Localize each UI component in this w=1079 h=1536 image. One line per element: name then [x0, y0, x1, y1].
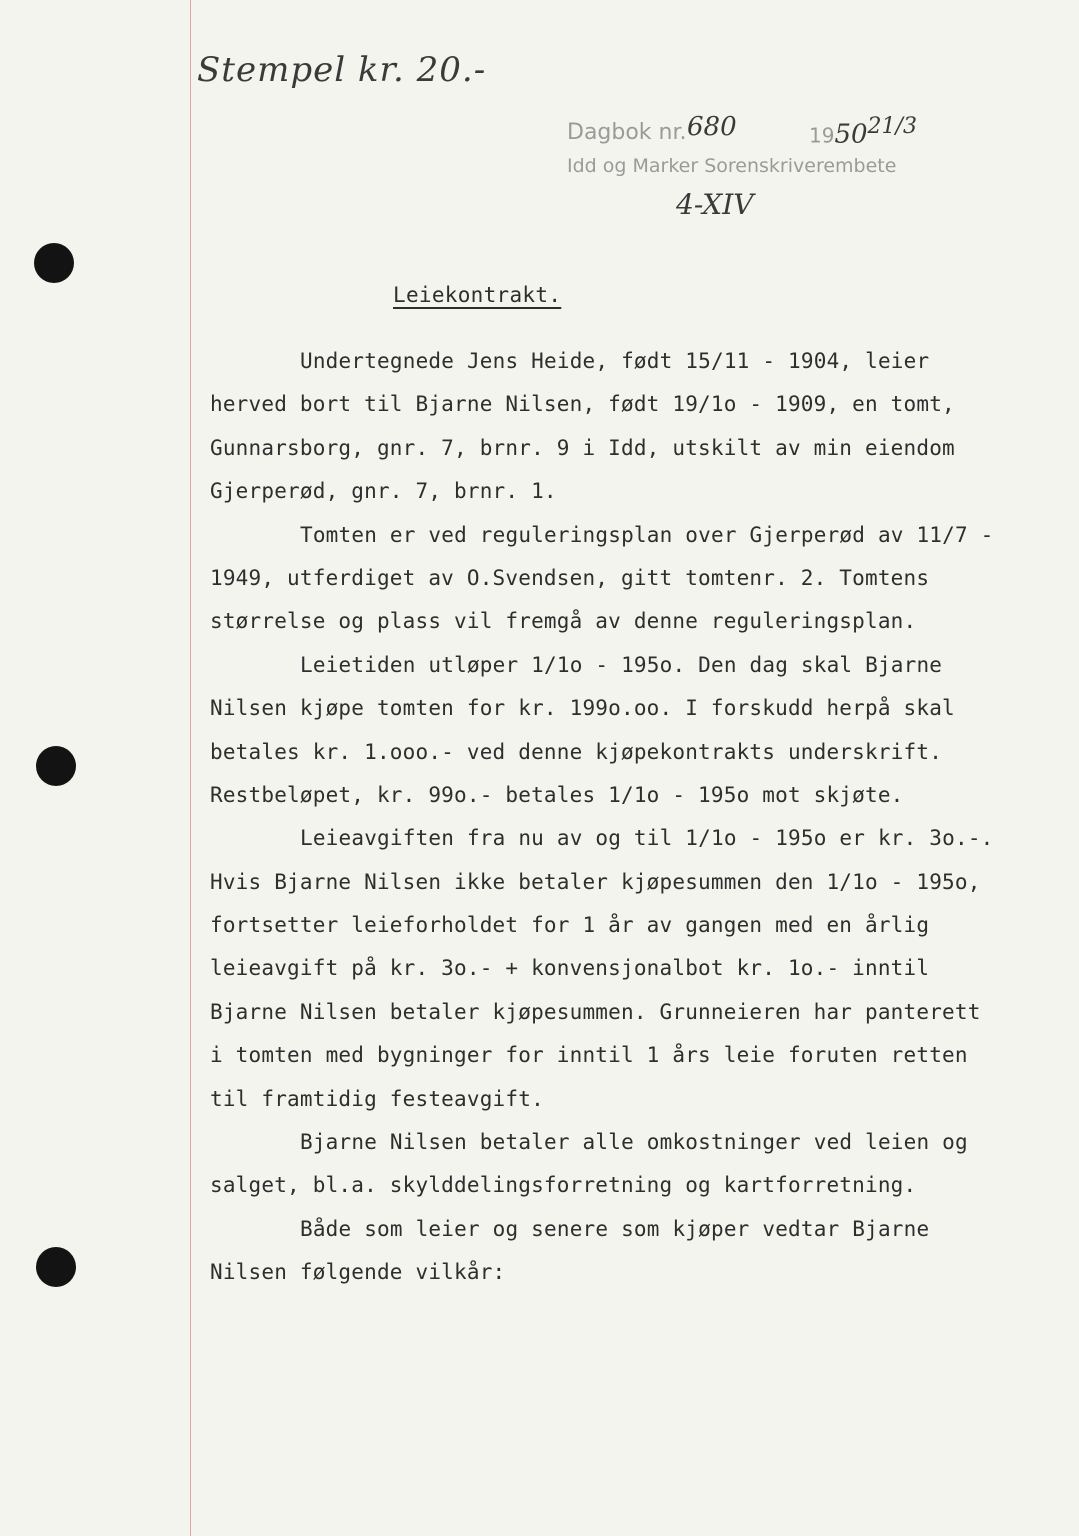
body-line: til framtidig festeavgift. [210, 1086, 544, 1111]
body-line: Leietiden utløper 1/1o - 195o. Den dag skal Bjarne [300, 652, 943, 677]
body-line: fortsetter leieforholdet for 1 år av gangen med en årlig [210, 913, 930, 938]
body-line: Undertegnede Jens Heide, født 15/11 - 1904, leier [300, 349, 930, 373]
stamp-line-diary [567, 120, 687, 145]
body-line: 1949, utferdiget av O.Svendsen, gitt tomtenr. 2. Tomtens [210, 565, 930, 590]
punch-hole-bottom [36, 1247, 76, 1287]
margin-rule [190, 0, 191, 1536]
reference-code: 4-XIV [676, 188, 754, 221]
body-line: leieavgift på kr. 3o.- + konvensjonalbot kr. 1o.- inntil [210, 956, 930, 981]
body-line: Tomten er ved reguleringsplan over Gjerperød av 11/7 - [300, 522, 994, 547]
body-line: Nilsen følgende vilkår: [210, 1260, 506, 1285]
body-line: Gunnarsborg, gnr. 7, brnr. 9 i Idd, utskilt av min eiendom [210, 435, 955, 460]
stamp-year-printed: 19 [809, 123, 835, 148]
body-line: salget, bl.a. skylddelingsforretning og kartforretning. [210, 1173, 917, 1198]
stamp-year-date [809, 114, 917, 150]
stamp-date-handwritten: 21/3 [867, 114, 917, 139]
stamp-line-office: Idd og Marker Sorenskriverembete [567, 155, 897, 177]
body-line: Leieavgiften fra nu av og til 1/1o - 195o er kr. 3o.-. [300, 826, 994, 851]
body-line: Restbeløpet, kr. 99o.- betales 1/1o - 195o mot skjøte. [210, 782, 904, 807]
stamp-fee-note: Stempel kr. 20.- [197, 50, 487, 90]
body-line: betales kr. 1.ooo.- ved denne kjøpekontrakts underskrift. [210, 739, 943, 764]
body-line: Både som leier og senere som kjøper vedtar Bjarne [300, 1216, 930, 1241]
body-line: Bjarne Nilsen betaler kjøpesummen. Grunneieren har panterett [210, 999, 981, 1024]
body-line: Gjerperød, gnr. 7, brnr. 1. [210, 479, 557, 504]
punch-hole-top [34, 243, 74, 283]
body-line: i tomten med bygninger for inntil 1 års leie foruten retten [210, 1043, 968, 1068]
body-line: Bjarne Nilsen betaler alle omkostninger ved leien og [300, 1130, 968, 1155]
body-line: Hvis Bjarne Nilsen ikke betaler kjøpesummen den 1/1o - 195o, [210, 869, 981, 894]
body-line: herved bort til Bjarne Nilsen, født 19/1o - 1909, en tomt, [210, 392, 955, 417]
stamp-year-handwritten: 50 [834, 119, 868, 150]
stamp-diary-label: Dagbok nr. [567, 120, 687, 145]
punch-hole-middle [36, 746, 76, 786]
stamp-diary-number: 680 [687, 112, 737, 142]
document-body [210, 340, 1010, 1295]
document-title: Leiekontrakt. [393, 283, 562, 307]
body-line: Nilsen kjøpe tomten for kr. 199o.oo. I forskudd herpå skal [210, 696, 955, 721]
body-line: størrelse og plass vil fremgå av denne reguleringsplan. [210, 609, 917, 634]
